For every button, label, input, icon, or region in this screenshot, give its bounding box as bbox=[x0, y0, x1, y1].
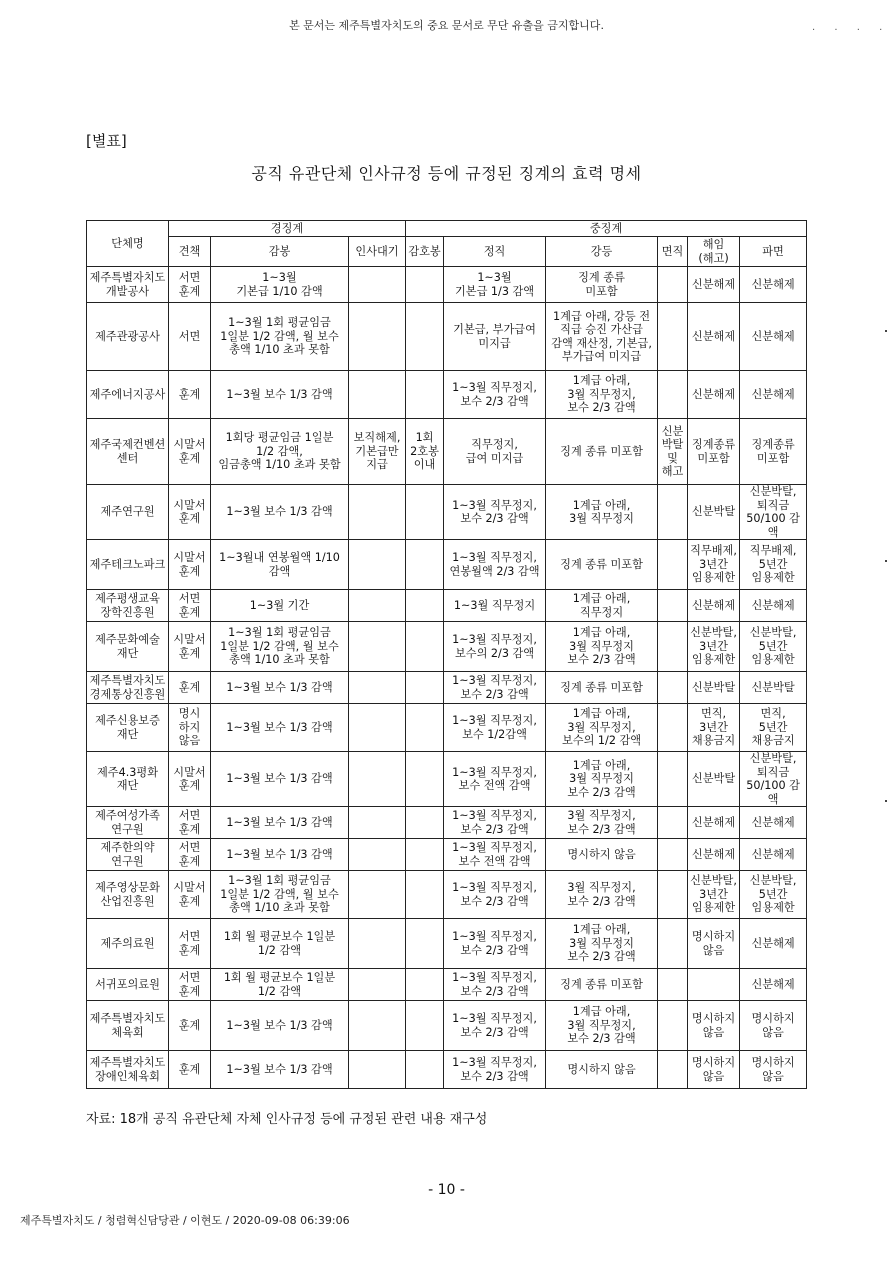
table-cell: 1~3월내 연봉월액 1/10 감액 bbox=[211, 540, 349, 590]
table-cell bbox=[658, 485, 688, 540]
table-cell: 명시하지 않음 bbox=[740, 1001, 807, 1051]
table-cell: 1~3월 직무정지, 연봉월액 2/3 감액 bbox=[444, 540, 546, 590]
entity-name-cell: 제주관광공사 bbox=[87, 303, 169, 371]
table-cell: 면직, 5년간 채용금지 bbox=[740, 704, 807, 752]
table-cell: 명시 하지 않음 bbox=[169, 704, 211, 752]
table-cell: 서면 bbox=[169, 303, 211, 371]
table-cell: 서면 훈계 bbox=[169, 919, 211, 969]
table-cell: 1~3월 직무정지, 보수 2/3 감액 bbox=[444, 871, 546, 919]
table-cell bbox=[349, 871, 406, 919]
table-cell: 훈계 bbox=[169, 371, 211, 419]
table-cell: 시말서 훈계 bbox=[169, 871, 211, 919]
table-cell: 신분박탈, 퇴직금 50/100 감액 bbox=[740, 485, 807, 540]
table-cell: 훈계 bbox=[169, 1001, 211, 1051]
table-cell: 신분해제 bbox=[688, 371, 740, 419]
table-row bbox=[87, 540, 807, 590]
source-note: 자료: 18개 공직 유관단체 자체 인사규정 등에 규정된 관련 내용 재구성 bbox=[86, 1112, 488, 1127]
table-cell: 명시하지 않음 bbox=[546, 1051, 658, 1089]
table-cell: 신분박탈, 3년간 임용제한 bbox=[688, 871, 740, 919]
table-cell: 1~3월 직무정지, 보수 2/3 감액 bbox=[444, 1001, 546, 1051]
col-header: 정직 bbox=[444, 237, 546, 267]
entity-name-cell: 제주문화예술 재단 bbox=[87, 622, 169, 672]
table-cell bbox=[406, 303, 444, 371]
table-cell bbox=[406, 672, 444, 704]
table-cell: 1~3월 직무정지, 보수 전액 감액 bbox=[444, 839, 546, 871]
col-header: 인사대기 bbox=[349, 237, 406, 267]
table-cell: 서면 훈계 bbox=[169, 590, 211, 622]
table-cell: 서면 훈계 bbox=[169, 267, 211, 303]
table-cell: 1계급 아래, 3월 직무정지 bbox=[546, 485, 658, 540]
table-cell: 시말서 훈계 bbox=[169, 752, 211, 807]
table-cell: 1~3월 1회 평균임금 1일분 1/2 감액, 월 보수 총액 1/10 초과 못함 bbox=[211, 871, 349, 919]
table-cell bbox=[406, 871, 444, 919]
table-cell: 명시하지 않음 bbox=[688, 919, 740, 969]
table-cell: 신분해제 bbox=[740, 807, 807, 839]
table-cell: 1~3월 1회 평균임금 1일분 1/2 감액, 월 보수 총액 1/10 초과 못함 bbox=[211, 303, 349, 371]
table-cell: 1~3월 직무정지, 보수 2/3 감액 bbox=[444, 919, 546, 969]
table-cell bbox=[349, 303, 406, 371]
table-cell bbox=[658, 839, 688, 871]
table-cell: 직무정지, 급여 미지급 bbox=[444, 419, 546, 485]
table-cell bbox=[658, 871, 688, 919]
table-row bbox=[87, 267, 807, 303]
table-cell: 시말서 훈계 bbox=[169, 485, 211, 540]
table-cell: 1~3월 보수 1/3 감액 bbox=[211, 485, 349, 540]
table-cell bbox=[658, 590, 688, 622]
table-cell: 시말서 훈계 bbox=[169, 622, 211, 672]
scan-mark bbox=[885, 330, 887, 332]
table-row bbox=[87, 871, 807, 919]
col-header: 면직 bbox=[658, 237, 688, 267]
table-cell: 1~3월 직무정지, 보수 2/3 감액 bbox=[444, 371, 546, 419]
table-cell: 명시하지 않음 bbox=[546, 839, 658, 871]
entity-name-cell: 제주한의약 연구원 bbox=[87, 839, 169, 871]
table-cell bbox=[349, 1001, 406, 1051]
entity-name-cell: 제주의료원 bbox=[87, 919, 169, 969]
table-cell bbox=[658, 540, 688, 590]
table-cell: 1계급 아래, 3월 직무정지, 보수 2/3 감액 bbox=[546, 371, 658, 419]
table-cell: 서면 훈계 bbox=[169, 839, 211, 871]
table-cell: 신분해제 bbox=[740, 371, 807, 419]
table-cell: 서면 훈계 bbox=[169, 969, 211, 1001]
table-cell bbox=[406, 704, 444, 752]
entity-name-cell: 제주특별자치도 개발공사 bbox=[87, 267, 169, 303]
table-cell: 1~3월 직무정지, 보수 2/3 감액 bbox=[444, 1051, 546, 1089]
table-cell: 1~3월 직무정지, 보수 2/3 감액 bbox=[444, 672, 546, 704]
table-cell bbox=[658, 1001, 688, 1051]
table-cell: 신분해제 bbox=[740, 267, 807, 303]
table-cell: 신분박탈, 5년간 임용제한 bbox=[740, 622, 807, 672]
table-cell bbox=[658, 807, 688, 839]
table-cell bbox=[349, 590, 406, 622]
table-cell bbox=[658, 919, 688, 969]
table-cell: 1~3월 보수 1/3 감액 bbox=[211, 704, 349, 752]
table-cell bbox=[658, 622, 688, 672]
table-row bbox=[87, 752, 807, 807]
table-cell: 명시하지 않음 bbox=[688, 1051, 740, 1089]
table-cell: 1계급 아래, 강등 전 직급 승진 가산급 감액 재산정, 기본급, 부가급여 미지급 bbox=[546, 303, 658, 371]
table-cell: 징계 종류 미포함 bbox=[546, 540, 658, 590]
col-header: 강등 bbox=[546, 237, 658, 267]
table-cell bbox=[658, 752, 688, 807]
entity-name-cell: 제주특별자치도 경제통상진흥원 bbox=[87, 672, 169, 704]
table-cell bbox=[349, 622, 406, 672]
entity-name-cell: 제주4.3평화 재단 bbox=[87, 752, 169, 807]
table-cell bbox=[406, 807, 444, 839]
table-cell: 1~3월 직무정지, 보수 2/3 감액 bbox=[444, 485, 546, 540]
table-cell: 1회 2호봉 이내 bbox=[406, 419, 444, 485]
table-cell: 신분 박탈 및 해고 bbox=[658, 419, 688, 485]
table-row bbox=[87, 839, 807, 871]
table-row bbox=[87, 485, 807, 540]
table-cell bbox=[658, 704, 688, 752]
header-entity: 단체명 bbox=[87, 221, 169, 267]
table-cell: 훈계 bbox=[169, 1051, 211, 1089]
table-cell bbox=[658, 267, 688, 303]
table-cell: 1회 월 평균보수 1일분 1/2 감액 bbox=[211, 919, 349, 969]
table-cell: 1회당 평균임금 1일분 1/2 감액, 임금총액 1/10 초과 못함 bbox=[211, 419, 349, 485]
table-cell bbox=[406, 622, 444, 672]
col-header: 파면 bbox=[740, 237, 807, 267]
table-cell: 1~3월 보수 1/3 감액 bbox=[211, 1001, 349, 1051]
table-cell: 직무배제, 5년간 임용제한 bbox=[740, 540, 807, 590]
header-light-discipline: 경징계 bbox=[169, 221, 406, 237]
table-cell bbox=[349, 371, 406, 419]
table-cell bbox=[658, 371, 688, 419]
table-cell: 1~3월 직무정지, 보수의 2/3 감액 bbox=[444, 622, 546, 672]
table-cell: 3월 직무정지, 보수 2/3 감액 bbox=[546, 807, 658, 839]
page-number: - 10 - bbox=[428, 1182, 465, 1198]
table-cell bbox=[349, 267, 406, 303]
entity-name-cell: 제주특별자치도 장애인체육회 bbox=[87, 1051, 169, 1089]
table-cell: 신분박탈, 5년간 임용제한 bbox=[740, 871, 807, 919]
table-cell bbox=[406, 1051, 444, 1089]
table-cell bbox=[406, 1001, 444, 1051]
table-cell bbox=[406, 919, 444, 969]
table-cell: 훈계 bbox=[169, 672, 211, 704]
table-cell: 시말서 훈계 bbox=[169, 540, 211, 590]
confidential-notice: 본 문서는 제주특별자치도의 중요 문서로 무단 유출을 금지합니다. bbox=[289, 19, 604, 32]
table-cell bbox=[406, 752, 444, 807]
table-cell: 신분해제 bbox=[740, 303, 807, 371]
table-cell: 직무배제, 3년간 임용제한 bbox=[688, 540, 740, 590]
table-cell bbox=[349, 807, 406, 839]
table-cell: 1계급 아래, 3월 직무정지 보수 2/3 감액 bbox=[546, 622, 658, 672]
table-cell: 1회 월 평균보수 1일분 1/2 감액 bbox=[211, 969, 349, 1001]
header-heavy-discipline: 중징계 bbox=[406, 221, 807, 237]
table-cell: 1~3월 직무정지, 보수 1/2감액 bbox=[444, 704, 546, 752]
table-cell bbox=[658, 672, 688, 704]
entity-name-cell: 제주영상문화 산업진흥원 bbox=[87, 871, 169, 919]
table-cell: 신분박탈 bbox=[688, 485, 740, 540]
entity-name-cell: 제주국제컨벤션 센터 bbox=[87, 419, 169, 485]
table-row bbox=[87, 704, 807, 752]
discipline-table bbox=[86, 220, 807, 1089]
entity-name-cell: 제주여성가족 연구원 bbox=[87, 807, 169, 839]
table-cell: 면직, 3년간 채용금지 bbox=[688, 704, 740, 752]
table-cell: 1~3월 보수 1/3 감액 bbox=[211, 807, 349, 839]
document-title: 공직 유관단체 인사규정 등에 규정된 징계의 효력 명세 bbox=[251, 164, 642, 183]
table-cell bbox=[349, 485, 406, 540]
entity-name-cell: 서귀포의료원 bbox=[87, 969, 169, 1001]
table-cell: 3월 직무정지, 보수 2/3 감액 bbox=[546, 871, 658, 919]
table-cell: 징계 종류 미포함 bbox=[546, 267, 658, 303]
table-cell: 명시하지 않음 bbox=[740, 1051, 807, 1089]
table-cell: 신분해제 bbox=[688, 303, 740, 371]
table-cell: 1계급 아래, 3월 직무정지, 보수의 1/2 감액 bbox=[546, 704, 658, 752]
table-cell: 1~3월 기본급 1/10 감액 bbox=[211, 267, 349, 303]
col-header: 견책 bbox=[169, 237, 211, 267]
table-cell bbox=[349, 672, 406, 704]
table-row bbox=[87, 590, 807, 622]
scan-mark bbox=[885, 800, 887, 802]
entity-name-cell: 제주테크노파크 bbox=[87, 540, 169, 590]
table-cell: 1~3월 직무정지 bbox=[444, 590, 546, 622]
table-cell: 징계종류 미포함 bbox=[740, 419, 807, 485]
entity-name-cell: 제주신용보증 재단 bbox=[87, 704, 169, 752]
table-cell bbox=[349, 919, 406, 969]
table-cell: 1~3월 보수 1/3 감액 bbox=[211, 839, 349, 871]
col-header: 감호봉 bbox=[406, 237, 444, 267]
table-row bbox=[87, 919, 807, 969]
table-cell: 1계급 아래, 3월 직무정지, 보수 2/3 감액 bbox=[546, 1001, 658, 1051]
entity-name-cell: 제주특별자치도 체육회 bbox=[87, 1001, 169, 1051]
table-cell: 징계 종류 미포함 bbox=[546, 969, 658, 1001]
table-row bbox=[87, 622, 807, 672]
col-header: 해임 (해고) bbox=[688, 237, 740, 267]
table-cell: 신분해제 bbox=[688, 839, 740, 871]
table-cell: 1~3월 1회 평균임금 1일분 1/2 감액, 월 보수 총액 1/10 초과 못함 bbox=[211, 622, 349, 672]
entity-name-cell: 제주연구원 bbox=[87, 485, 169, 540]
table-row bbox=[87, 1051, 807, 1089]
scan-marks: . . . . bbox=[812, 22, 891, 33]
table-cell bbox=[349, 540, 406, 590]
table-cell: 신분해제 bbox=[688, 267, 740, 303]
scan-mark bbox=[885, 560, 887, 562]
table-cell: 신분박탈 bbox=[740, 672, 807, 704]
table-cell bbox=[349, 969, 406, 1001]
table-cell bbox=[658, 1051, 688, 1089]
table-cell: 명시하지 않음 bbox=[688, 1001, 740, 1051]
table-cell bbox=[658, 969, 688, 1001]
table-row bbox=[87, 303, 807, 371]
entity-name-cell: 제주에너지공사 bbox=[87, 371, 169, 419]
table-cell bbox=[349, 1051, 406, 1089]
footer-stamp: 제주특별자치도 / 청렴혁신담당관 / 이현도 / 2020-09-08 06:39:06 bbox=[20, 1214, 350, 1227]
table-cell bbox=[406, 267, 444, 303]
table-cell: 징계종류 미포함 bbox=[688, 419, 740, 485]
table-row bbox=[87, 371, 807, 419]
table-cell bbox=[349, 839, 406, 871]
table-row bbox=[87, 1001, 807, 1051]
table-cell: 1계급 아래, 직무정지 bbox=[546, 590, 658, 622]
col-header: 감봉 bbox=[211, 237, 349, 267]
table-cell: 1~3월 직무정지, 보수 2/3 감액 bbox=[444, 807, 546, 839]
table-cell bbox=[349, 704, 406, 752]
table-cell: 1계급 아래, 3월 직무정지 보수 2/3 감액 bbox=[546, 752, 658, 807]
table-row bbox=[87, 807, 807, 839]
table-cell: 1~3월 기간 bbox=[211, 590, 349, 622]
table-row bbox=[87, 672, 807, 704]
table-cell: 신분박탈, 퇴직금 50/100 감액 bbox=[740, 752, 807, 807]
table-cell: 시말서 훈계 bbox=[169, 419, 211, 485]
table-cell: 신분해제 bbox=[740, 590, 807, 622]
table-cell bbox=[406, 839, 444, 871]
table-cell bbox=[658, 303, 688, 371]
table-row bbox=[87, 969, 807, 1001]
table-cell bbox=[406, 540, 444, 590]
table-cell: 1~3월 보수 1/3 감액 bbox=[211, 672, 349, 704]
table-row bbox=[87, 419, 807, 485]
table-cell: 신분해제 bbox=[740, 919, 807, 969]
table-cell: 1~3월 직무정지, 보수 2/3 감액 bbox=[444, 969, 546, 1001]
table-cell: 기본급, 부가급여 미지급 bbox=[444, 303, 546, 371]
table-cell: 신분박탈 bbox=[688, 752, 740, 807]
table-cell: 1계급 아래, 3월 직무정지 보수 2/3 감액 bbox=[546, 919, 658, 969]
table-cell: 신분박탈 bbox=[688, 672, 740, 704]
table-cell: 신분해제 bbox=[740, 969, 807, 1001]
table-cell: 1~3월 보수 1/3 감액 bbox=[211, 371, 349, 419]
table-cell: 보직해제, 기본급만 지급 bbox=[349, 419, 406, 485]
table-cell: 징계 종류 미포함 bbox=[546, 419, 658, 485]
table-cell: 1~3월 직무정지, 보수 전액 감액 bbox=[444, 752, 546, 807]
table-cell: 1~3월 기본급 1/3 감액 bbox=[444, 267, 546, 303]
table-cell bbox=[406, 969, 444, 1001]
table-cell: 신분해제 bbox=[688, 590, 740, 622]
appendix-label: [별표] bbox=[86, 132, 127, 150]
table-cell bbox=[406, 485, 444, 540]
entity-name-cell: 제주평생교육 장학진흥원 bbox=[87, 590, 169, 622]
table-cell bbox=[688, 969, 740, 1001]
table-cell: 신분박탈, 3년간 임용제한 bbox=[688, 622, 740, 672]
table-cell: 1~3월 보수 1/3 감액 bbox=[211, 752, 349, 807]
table-cell: 서면 훈계 bbox=[169, 807, 211, 839]
table-cell bbox=[349, 752, 406, 807]
table-cell bbox=[406, 590, 444, 622]
table-cell: 신분해제 bbox=[688, 807, 740, 839]
table-cell: 징계 종류 미포함 bbox=[546, 672, 658, 704]
table-cell bbox=[406, 371, 444, 419]
table-cell: 1~3월 보수 1/3 감액 bbox=[211, 1051, 349, 1089]
table-cell: 신분해제 bbox=[740, 839, 807, 871]
